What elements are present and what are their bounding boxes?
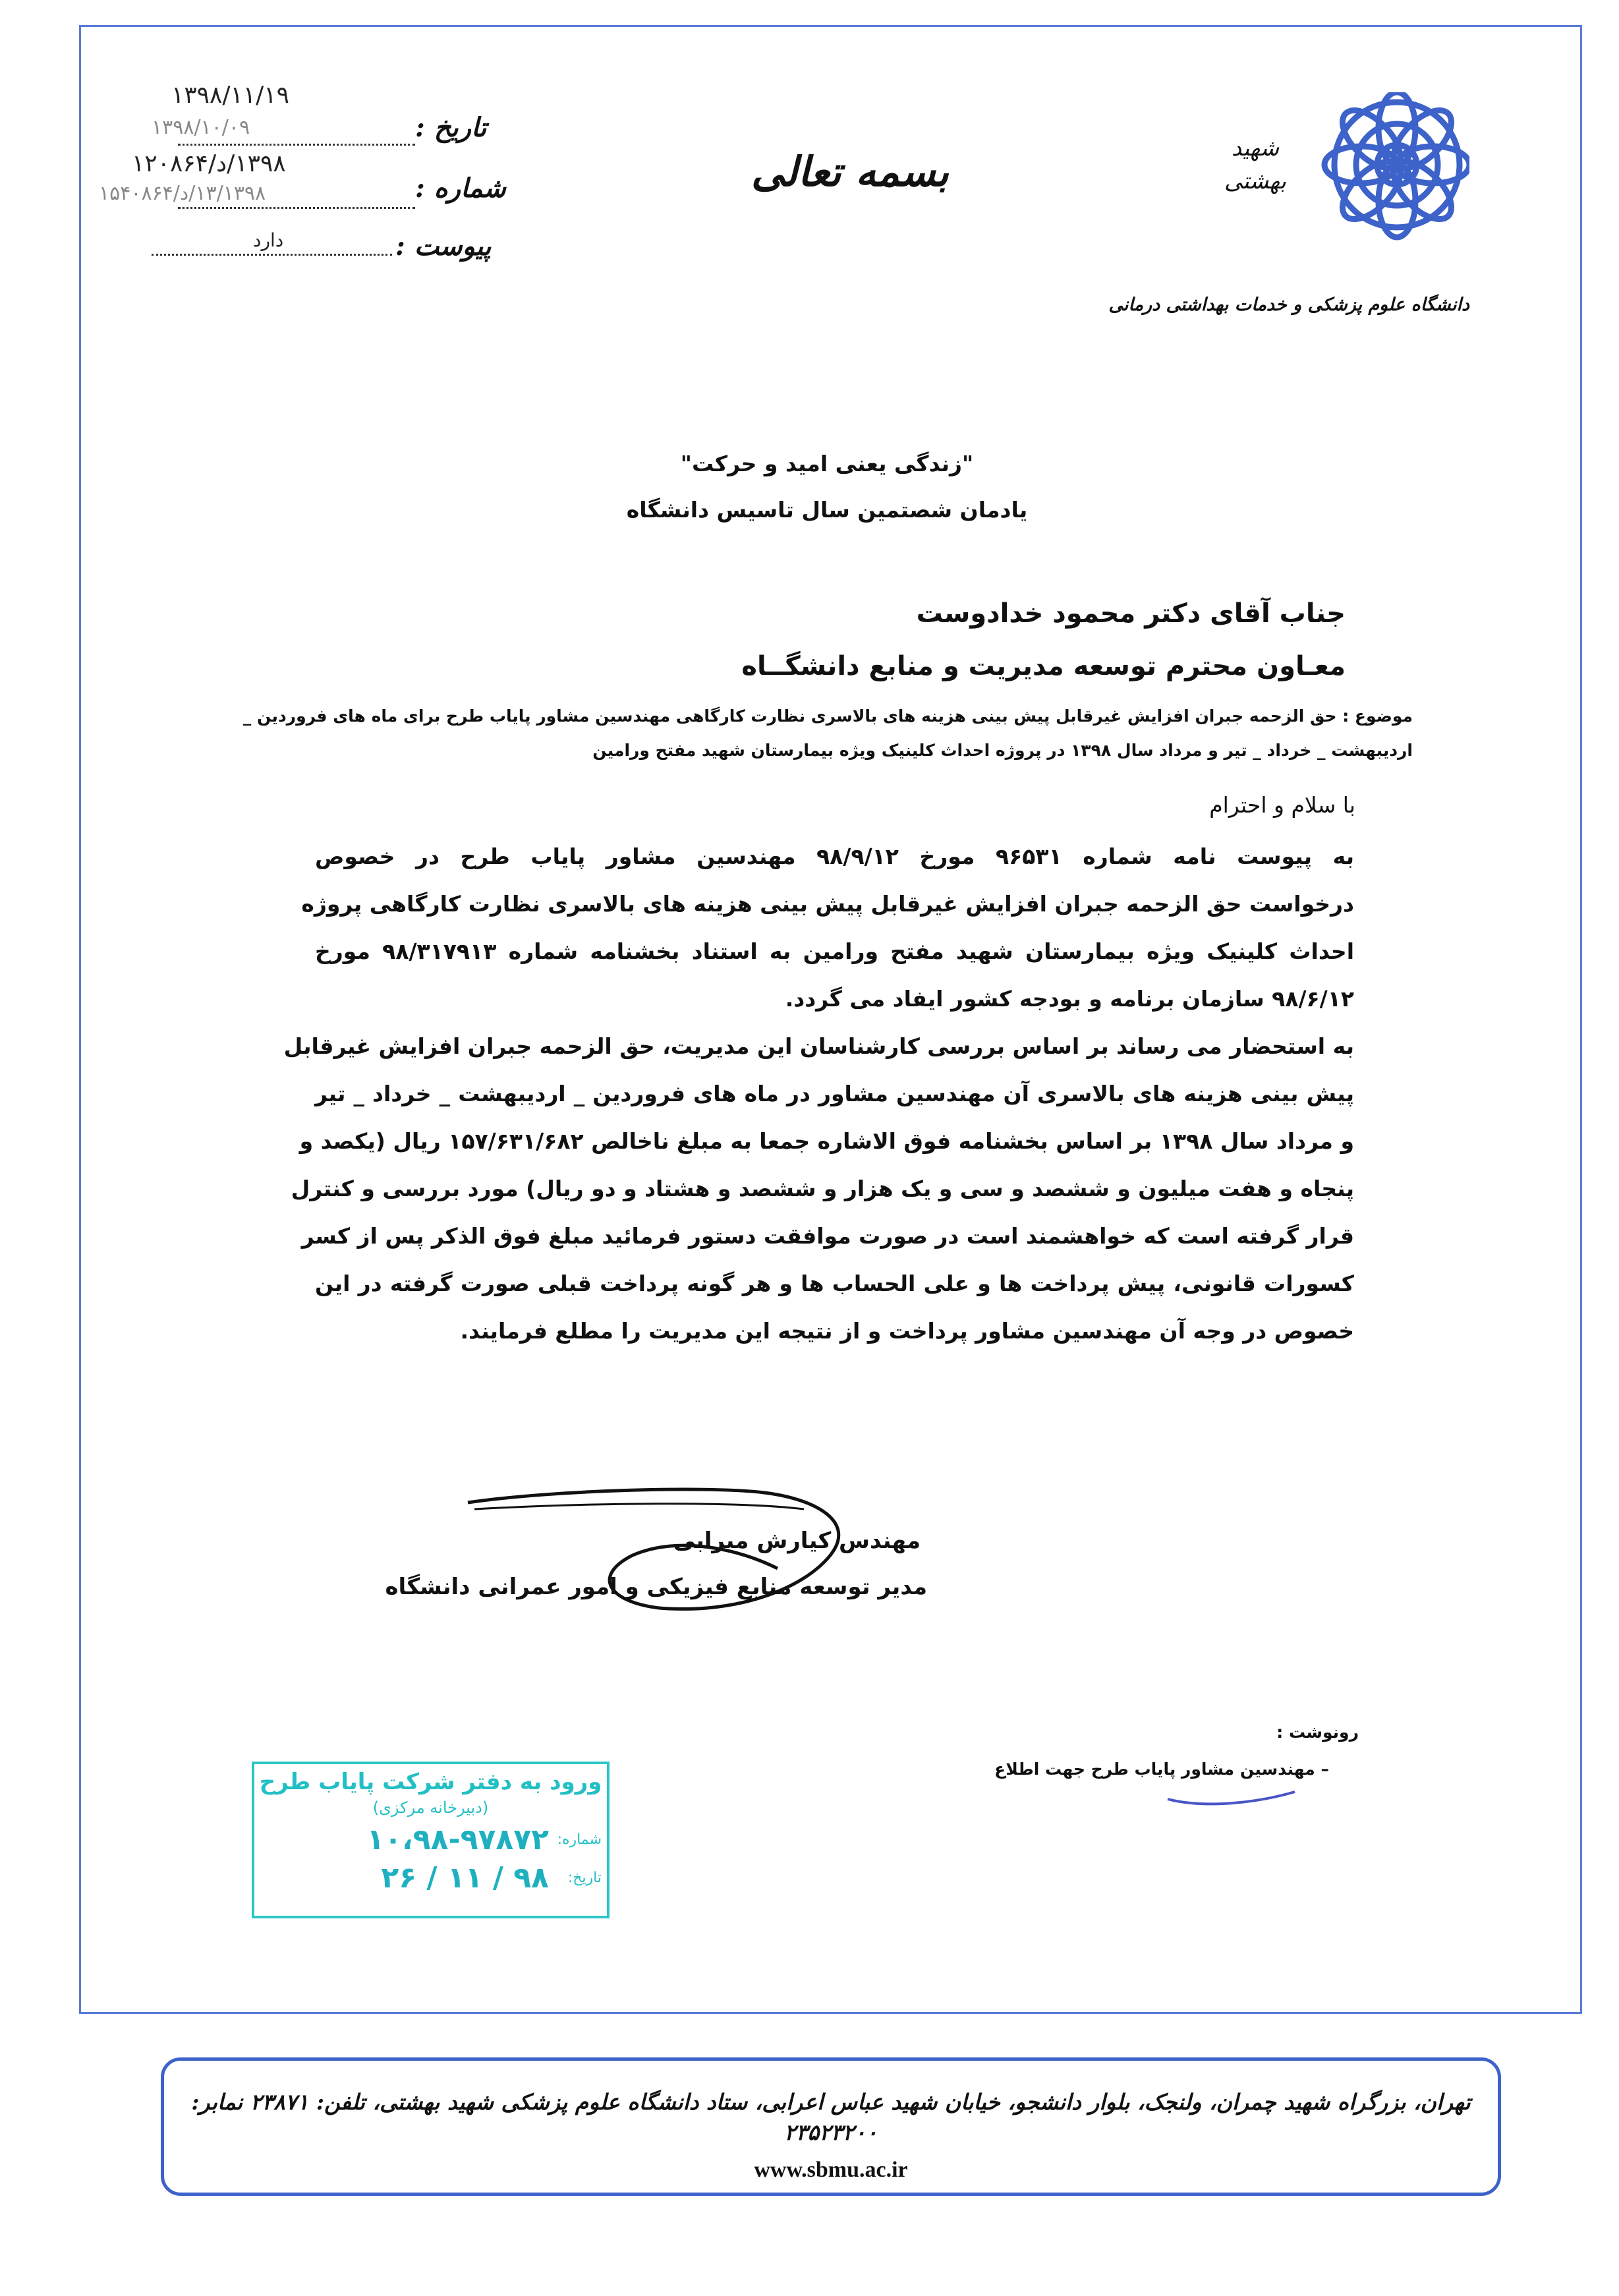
signer-name: مهندس کیارش میرابی [673,1528,921,1554]
number-value-faint: ۱۳/۱۳۹۸/د/۱۵۴۰۸۶۴ [99,182,266,205]
received-stamp [252,1762,610,1918]
attachment-value: دارد [250,229,286,252]
logo-text-top: شهید بهشتی [1224,135,1287,194]
subject-line-1: موضوع : حق الزحمه جبران افزایش غیرقابل پیش بینی هزینه های بالاسری نظارت کارگاهی مهندسین مشاور پایاب طرح برای ماه های فروردین _ [242,706,1413,726]
body-line: خصوص در وجه آن مهندسین مشاور پرداخت و از نتیجه این مدیریت را مطلع فرمایند. [460,1318,1354,1344]
body-line: قرار گرفته است که خواهشمند است در صورت موافقت دستور فرمائید مبلغ فوق الذکر پس از کسر [301,1223,1354,1249]
pen-underline [1166,1789,1298,1809]
recipient-name: جناب آقای دکتر محمود خدادوست [916,598,1346,629]
subject-line-2: اردیبهشت _ خرداد _ تیر و مرداد سال ۱۳۹۸ در پروژه احداث کلینیک ویژه بیمارستان شهید مفتح ورامین [592,741,1413,760]
stamp-date-value: ۹۸ / ۱۱ / ۲۶ [381,1861,549,1895]
number-dotted-line [178,207,415,209]
date-value: ۱۳۹۸/۱۱/۱۹ [171,82,289,109]
date-dotted-line [178,144,415,146]
body-line: پیش بینی هزینه های بالاسری آن مهندسین مشاور در ماه های فروردین _ اردیبهشت _ خرداد _ تیر [315,1081,1354,1106]
logo-text-bottom: دانشگاه علوم پزشکی و خدمات بهداشتی درمانی [1108,295,1469,315]
handwritten-signature [461,1476,883,1661]
body-line: به پیوست نامه شماره ۹۶۵۳۱ مورخ ۹۸/۹/۱۲ مهندسین مشاور پایاب طرح در خصوص [315,844,1354,869]
cc-label: رونوشت : [1276,1723,1359,1742]
stamp-title: ورود به دفتر شرکت پایاب طرح [259,1769,602,1795]
cc-item-text: مهندسین مشاور پایاب طرح جهت اطلاع [994,1760,1315,1779]
body-line: کسورات قانونی، پیش پرداخت ها و علی الحساب ها و هر گونه پرداخت قبلی صورت گرفته در این [315,1271,1354,1296]
motto-line-1: "زندگی یعنی امید و حرکت" [680,451,974,476]
university-logo [1108,92,1469,349]
bismillah-heading: بسمه تعالی [751,148,949,196]
stamp-number-label: شماره: [557,1831,602,1848]
motto-line-2: یادمان شصتمین سال تاسیس دانشگاه [626,497,1028,523]
recipient-title: معـاون محترم توسعه مدیریت و منابع دانشگــاه [741,651,1346,681]
letterhead-footer [161,2057,1501,2196]
stamp-number-value: ۱۰،۹۸-۹۷۸۷۲ [366,1823,549,1856]
body-line: به استحضار می رساند بر اساس بررسی کارشناسان این مدیریت، حق الزحمه جبران افزایش غیرقابل [283,1033,1354,1059]
number-value: ۱۳۹۸/د/۱۲۰۸۶۴ [132,150,286,177]
body-line: ۹۸/۶/۱۲ سازمان برنامه و بودجه کشور ایفاد می گردد. [785,986,1354,1012]
attachment-dotted-line [152,254,392,256]
footer-address: تهران، بزرگراه شهید چمران، ولنجک، بلوار دانشجو، خیابان شهید عباس اعرابی، ستاد دانشگاه علوم پزشکی شهید بهشتی، تلفن: ۲۳۸۷۱ نمابر: ۲۳۵۲۳۲۰۰ [191,2089,1471,2145]
body-line: احداث کلینیک ویژه بیمارستان شهید مفتح ورامین به استناد بخشنامه شماره ۹۸/۳۱۷۹۱۳ مورخ [315,938,1354,964]
body-line: درخواست حق الزحمه جبران افزایش غیرقابل پیش بینی هزینه های بالاسری نظارت کارگاهی پروژه [301,891,1354,917]
number-label: شماره : [415,173,506,204]
footer-website: www.sbmu.ac.ir [754,2158,908,2182]
salutation: با سلام و احترام [1209,792,1355,818]
body-line: پنجاه و هفت میلیون و ششصد و سی و یک هزار و ششصد و هشتاد و دو ریال) مورد بررسی و کنترل [291,1176,1354,1201]
signer-title: مدیر توسعه منابع فیزیکی و امور عمرانی دانشگاه [385,1574,927,1600]
attachment-label: پیوست : [395,231,492,262]
date-value-faint: ۱۳۹۸/۱۰/۰۹ [152,116,250,139]
stamp-subtitle: (دبیرخانه مرکزی) [372,1798,489,1817]
date-label: تاریخ : [415,112,487,143]
cc-item: – مهندسین مشاور پایاب طرح جهت اطلاع [994,1760,1329,1779]
body-line: و مرداد سال ۱۳۹۸ بر اساس بخشنامه فوق الاشاره جمعا به مبلغ ناخالص ۱۵۷/۶۳۱/۶۸۲ ریال (یکصد و [299,1128,1354,1154]
stamp-date-label: تاریخ: [567,1870,602,1886]
